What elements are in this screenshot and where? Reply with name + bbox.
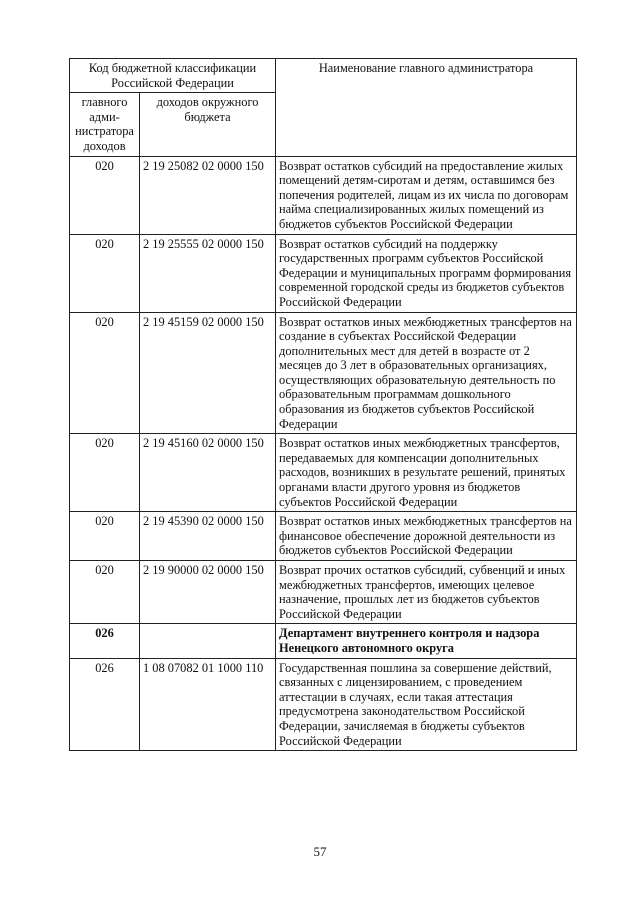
administrator-name-cell: Возврат остатков иных межбюджетных трансфертов на финансовое обеспечение дорожной деятельности из бюджетов субъектов Российской Федерации — [276, 512, 577, 561]
admin-code-cell: 020 — [70, 512, 140, 561]
table-row — [70, 434, 577, 512]
table-row — [70, 312, 577, 434]
administrator-name-cell: Возврат остатков иных межбюджетных трансфертов на создание в субъектах Российской Федерации дополнительных мест для детей в возрасте от 2 месяцев до 3 лет в образовательных организациях, осуществляющих образовательную деятельность по образовательным программам дошкольного образования из бюджетов субъектов Российской Федерации — [276, 312, 577, 434]
admin-code-cell: 026 — [70, 624, 140, 658]
income-code-cell: 2 19 45160 02 0000 150 — [140, 434, 276, 512]
administrator-name-cell: Департамент внутреннего контроля и надзора Ненецкого автономного округа — [276, 624, 577, 658]
administrator-name-cell: Возврат остатков субсидий на поддержку государственных программ субъектов Российской Федерации и муниципальных программ формирования современной городской среды из бюджетов субъектов Российской Федерации — [276, 234, 577, 312]
table-row — [70, 624, 577, 658]
income-code-cell: 2 19 90000 02 0000 150 — [140, 561, 276, 624]
table-row — [70, 561, 577, 624]
admin-code-cell: 020 — [70, 312, 140, 434]
table-row — [70, 512, 577, 561]
administrator-name-cell: Возврат прочих остатков субсидий, субвенций и иных межбюджетных трансфертов, имеющих целевое назначение, прошлых лет из бюджетов субъектов Российской Федерации — [276, 561, 577, 624]
income-code-cell: 1 08 07082 01 1000 110 — [140, 658, 276, 751]
header-district-budget-income: доходов окружного бюджета — [140, 93, 276, 156]
table-row — [70, 234, 577, 312]
header-administrator-name: Наименование главного администратора — [276, 59, 577, 157]
admin-code-cell: 020 — [70, 156, 140, 234]
income-code-cell: 2 19 45390 02 0000 150 — [140, 512, 276, 561]
admin-code-cell: 020 — [70, 234, 140, 312]
income-code-cell: 2 19 25555 02 0000 150 — [140, 234, 276, 312]
income-code-cell: 2 19 45159 02 0000 150 — [140, 312, 276, 434]
administrator-name-cell: Государственная пошлина за совершение действий, связанных с лицензированием, с проведением аттестации в случаях, если такая аттестация предусмотрена законодательством Российской Федерации, зачисляемая в бюджеты субъектов Российской Федерации — [276, 658, 577, 751]
header-main-administrator: главного адми-нистратора доходов — [70, 93, 140, 156]
admin-code-cell: 020 — [70, 561, 140, 624]
admin-code-cell: 020 — [70, 434, 140, 512]
income-code-cell — [140, 624, 276, 658]
table-row — [70, 658, 577, 751]
admin-code-cell: 026 — [70, 658, 140, 751]
administrator-name-cell: Возврат остатков субсидий на предоставление жилых помещений детям-сиротам и детям, оставшимся без попечения родителей, лицам из их числа по договорам найма специализированных жилых помещений из бюджетов субъектов Российской Федерации — [276, 156, 577, 234]
page-number: 57 — [313, 844, 327, 859]
income-code-cell: 2 19 25082 02 0000 150 — [140, 156, 276, 234]
table-row — [70, 156, 577, 234]
header-budget-code-group: Код бюджетной классификации Российской Федерации — [70, 59, 276, 93]
table-body — [70, 156, 577, 751]
table-header — [70, 59, 577, 157]
budget-classification-table — [69, 58, 577, 751]
administrator-name-cell: Возврат остатков иных межбюджетных трансфертов, передаваемых для компенсации дополнительных расходов, возникших в результате решений, принятых органами власти другого уровня из бюджетов субъектов Российской Федерации — [276, 434, 577, 512]
